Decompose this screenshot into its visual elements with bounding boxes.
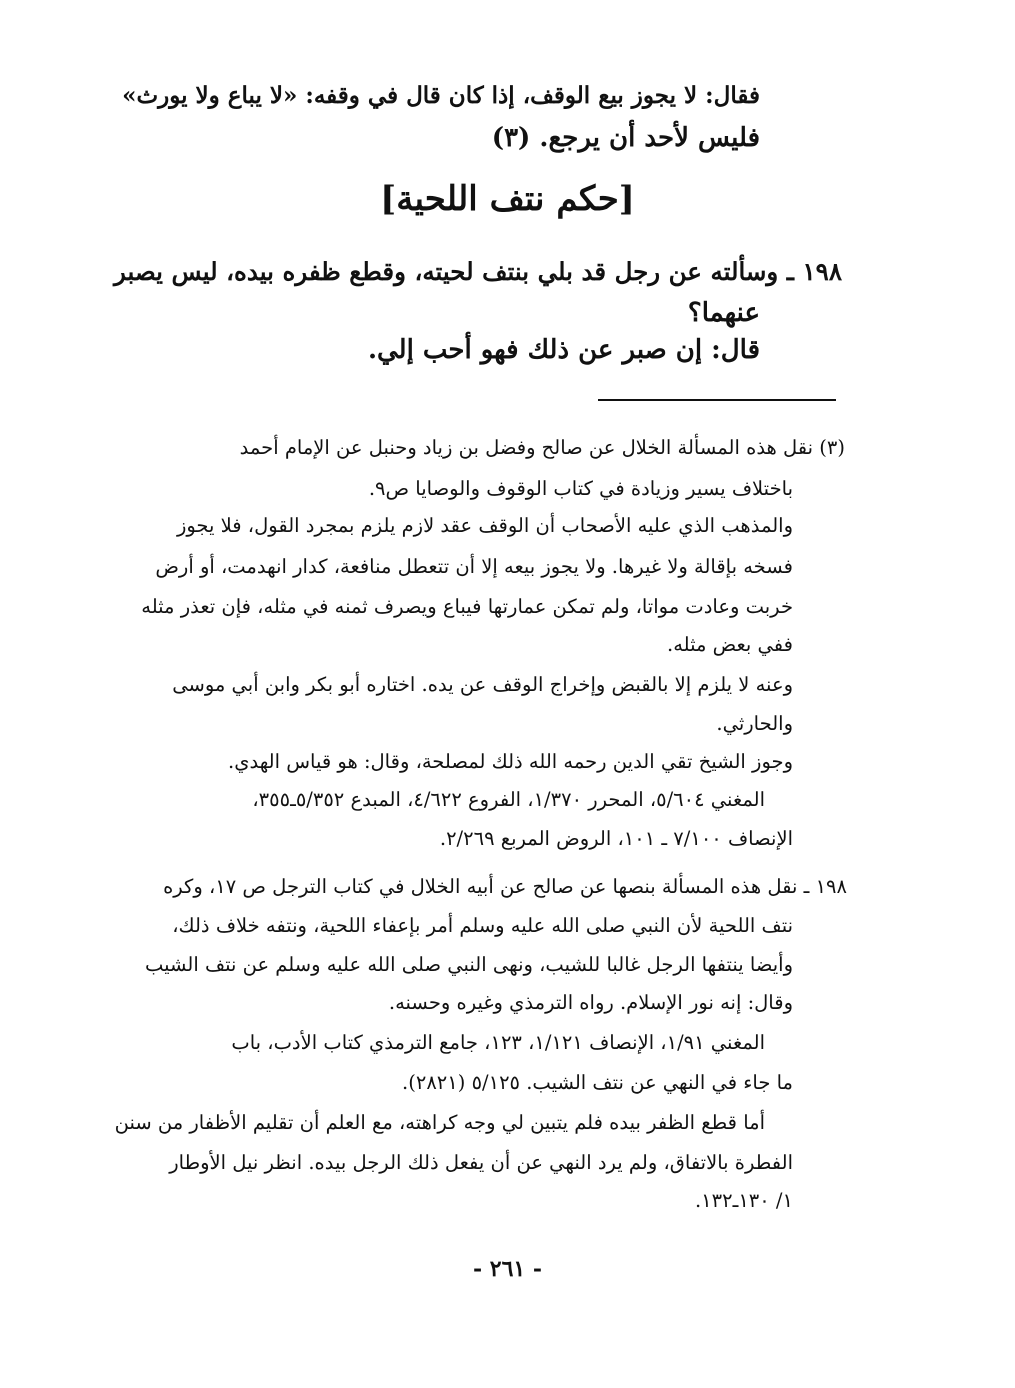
footnote-198-line-2: نتف اللحية لأن النبي صلى الله عليه وسلم أمر بإعفاء اللحية، ونتفه خلاف ذلك، — [172, 914, 793, 937]
footnote-3-refs-line-2: الإنصاف ٧/١٠٠ ـ ١٠١، الروض المربع ٢/٢٦٩. — [439, 827, 793, 850]
intro-line-1: فقال: لا يجوز بيع الوقف، إذا كان قال في وقفه: «لا يباع ولا يورث» — [122, 82, 760, 109]
intro-line-2: فليس لأحد أن يرجع. (٣) — [491, 123, 760, 153]
footnote-separator — [598, 399, 836, 401]
footnote-198-line-1: ١٩٨ ـ نقل هذه المسألة بنصها عن صالح عن أبيه الخلال في كتاب الترجل ص ١٧، وكره — [163, 875, 847, 898]
footnote-3-line-4: فسخه بإقالة ولا غيرها. ولا يجوز بيعه إلا أن تتعطل منافعة، كدار انهدمت، أو أرض — [155, 555, 793, 578]
footnote-3-line-1: (٣) نقل هذه المسألة الخلال عن صالح وفضل بن زياد وحنبل عن الإمام أحمد — [239, 436, 845, 459]
footnote-3-line-3: والمذهب الذي عليه الأصحاب أن الوقف عقد لازم يلزم بمجرد القول، فلا يجوز — [176, 514, 793, 537]
footnote-198-line-5: أما قطع الظفر بيده فلم يتبين لي وجه كراهته، مع العلم أن تقليم الأظفار من سنن — [114, 1111, 765, 1134]
footnote-3-line-6: ففي بعض مثله. — [667, 633, 793, 656]
footnote-3-line-2: باختلاف يسير وزيادة في كتاب الوقوف والوصايا ص٩. — [368, 477, 793, 500]
footnote-3-refs-line-1: المغني ٥/٦٠٤، المحرر ١/٣٧٠، الفروع ٤/٦٢٢، المبدع ٥/٣٥٢ـ٣٥٥، — [252, 788, 765, 811]
footnote-3-line-5: خربت وعادت مواتا، ولم تمكن عمارتها فيباع ويصرف ثمنه في مثله، فإن تعذر مثله — [141, 595, 793, 618]
footnote-3-line-9: وجوز الشيخ تقي الدين رحمه الله ذلك لمصلحة، وقال: هو قياس الهدي. — [228, 750, 793, 773]
footnote-198-line-6: الفطرة بالاتفاق، ولم يرد النهي عن أن يفعل ذلك الرجل بيده. انظر نيل الأوطار — [169, 1151, 793, 1174]
footnote-3-line-7: وعنه لا يلزم إلا بالقبض وإخراج الوقف عن يده. اختاره أبو بكر وابن أبي موسى — [172, 673, 793, 696]
footnote-198-refs-line-1: المغني ١/٩١، الإنصاف ١/١٢١، ١٢٣، جامع الترمذي كتاب الأدب، باب — [231, 1031, 765, 1054]
footnote-3-line-8: والحارثي. — [716, 712, 793, 735]
answer-line: قال: إن صبر عن ذلك فهو أحب إلي. — [367, 335, 760, 365]
footnote-198-line-4: وقال: إنه نور الإسلام. رواه الترمذي وغيره وحسنه. — [388, 991, 793, 1014]
question-198-line-1: ١٩٨ ـ وسألته عن رجل قد بلي بنتف لحيته، وقطع ظفره بيده، ليس يصبر — [114, 257, 842, 286]
question-198-line-2: عنهما؟ — [687, 298, 760, 328]
footnote-198-line-7: ١/ ١٣٠ـ١٣٢. — [694, 1189, 793, 1212]
page-number: - ٢٦١ - — [472, 1256, 543, 1282]
footnote-198-line-3: وأيضا ينتفها الرجل غالبا للشيب، ونهى النبي صلى الله عليه وسلم عن نتف الشيب — [144, 953, 793, 976]
footnote-198-refs-line-2: ما جاء في النهي عن نتف الشيب. ٥/١٢٥ (٢٨٢١). — [402, 1071, 793, 1094]
section-heading: [حكم نتف اللحية] — [380, 179, 635, 219]
